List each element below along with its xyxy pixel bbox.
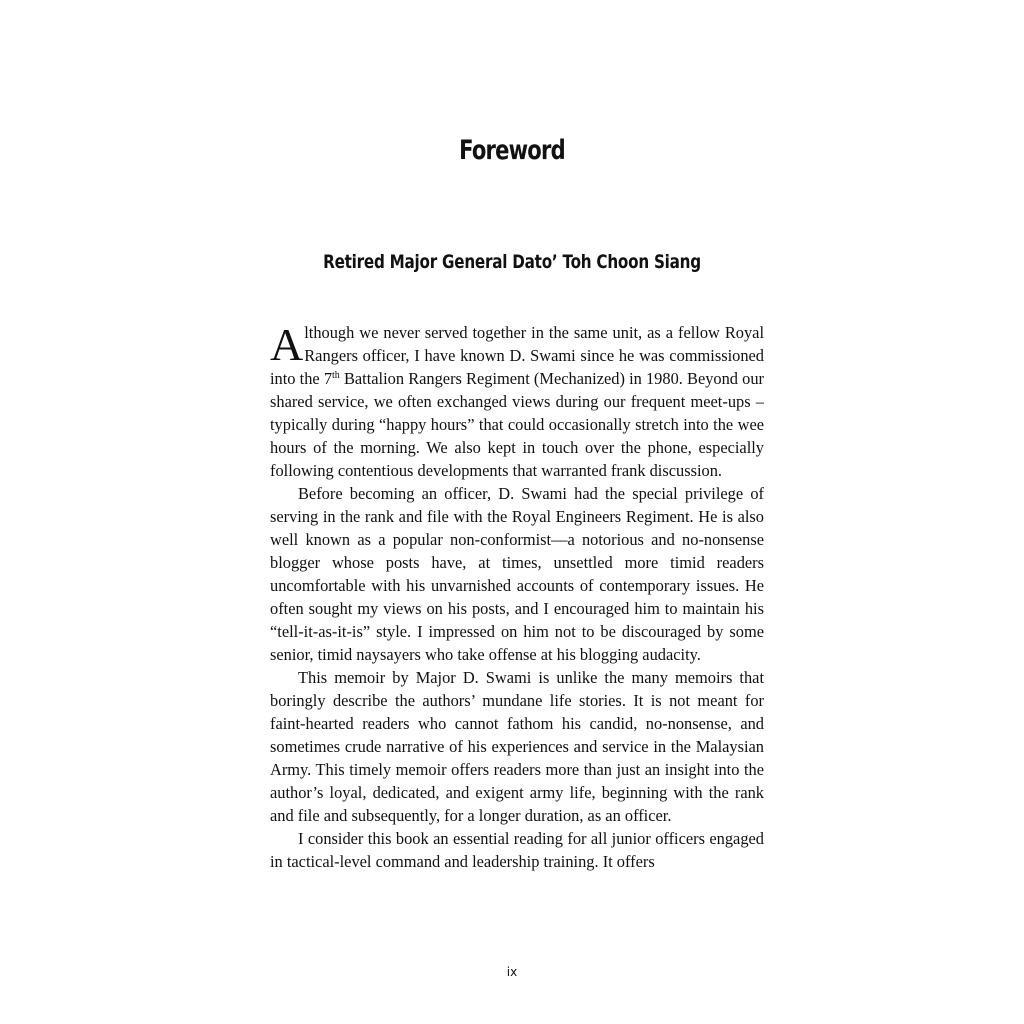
paragraph-2: Before becoming an officer, D. Swami had the special privilege of serving in the rank and file with the Royal Engineers Regiment. He is also well known as a popular non-conformist—a notorious and no-nonsense blogger whose posts have, at times, unsettled more timid readers uncomfortable with his unvarnished accounts of contemporary issues. He often sought my views on his posts, and I encouraged him to maintain his “tell-it-as-it-is” style. I impressed on him not to be discouraged by some senior, timid naysayers who take offense at his blogging audacity. (270, 484, 764, 664)
drop-cap: A (270, 319, 304, 370)
paragraph-4: I consider this book an essential reading for all junior officers engaged in tactical-level command and leadership training. It offers (270, 829, 764, 871)
page-number: ix (506, 965, 518, 979)
foreword-body (270, 321, 764, 873)
foreword-author: Retired Major General Dato’ Toh Choon Siang (323, 251, 701, 273)
paragraph-1-text-b: Battalion Rangers Regiment (Mechanized) in 1980. Beyond our shared service, we often exchanged views during our frequent meet-ups – typically during “happy hours” that could occasionally stretch into the wee hours of the morning. We also kept in touch over the phone, especially following contentious developments that warranted frank discussion. (270, 369, 765, 480)
paragraph-1-text-a: lthough we never served together in the same unit, as a fellow Royal Rangers officer, I have known D. Swami since he was commissioned into the 7 (270, 323, 764, 388)
ordinal-superscript: th (332, 370, 340, 381)
paragraph-3: This memoir by Major D. Swami is unlike the many memoirs that boringly describe the authors’ mundane life stories. It is not meant for faint-hearted readers who cannot fathom his candid, no-nonsense, and sometimes crude narrative of his experiences and service in the Malaysian Army. This timely memoir offers readers more than just an insight into the author’s loyal, dedicated, and exigent army life, beginning with the rank and file and subsequently, for a longer duration, as an officer. (270, 668, 764, 825)
page-title: Foreword (459, 135, 565, 166)
paragraph-1 (270, 321, 764, 482)
